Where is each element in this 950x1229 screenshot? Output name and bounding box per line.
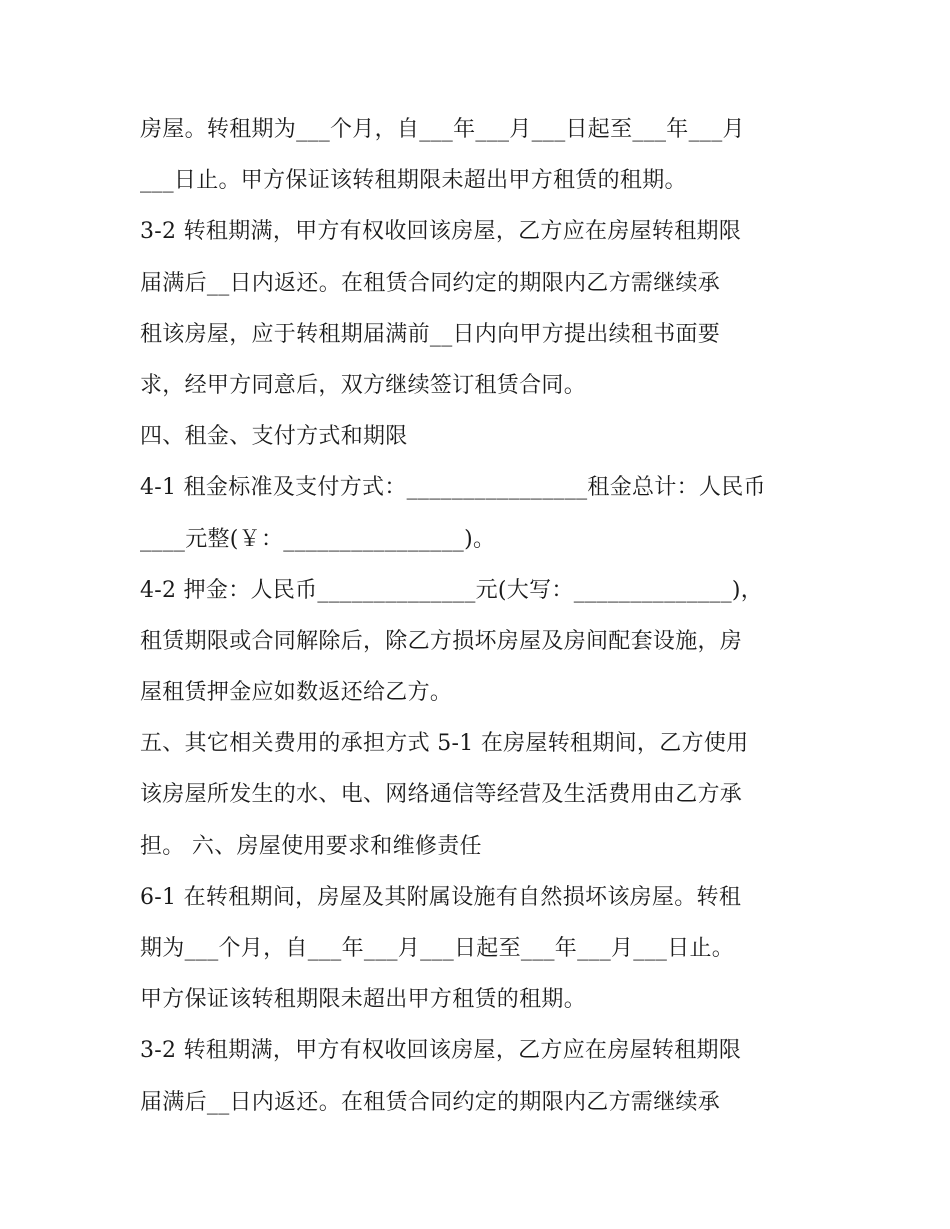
section-heading: 四、租金、支付方式和期限	[140, 424, 408, 450]
text-line: 期为___个月，自___年___月___日起至___年___月___日止。	[140, 936, 735, 961]
document-body	[140, 110, 820, 1134]
text-line: 租该房屋，应于转租期届满前__日内向甲方提出续租书面要	[140, 321, 721, 347]
text-line: 6-1 在转租期间，房屋及其附属设施有自然损坏该房屋。转租	[140, 884, 742, 910]
text-line: 屋租赁押金应如数返还给乙方。	[140, 680, 453, 706]
text-line: 3-2 转租期满，甲方有权收回该房屋，乙方应在房屋转租期限	[140, 219, 742, 245]
text-line: 4-1 租金标准及支付方式：________________租金总计：人民币	[140, 475, 766, 501]
text-line: 租赁期限或合同解除后，除乙方损坏房屋及房间配套设施，房	[140, 628, 743, 654]
text-line: 3-2 转租期满，甲方有权收回该房屋，乙方应在房屋转租期限	[140, 1038, 742, 1064]
text-line: 4-2 押金：人民币______________元(大写：______________)，	[140, 577, 764, 603]
text-line: 甲方保证该转租期限未超出甲方租赁的租期。	[140, 987, 587, 1013]
text-line: 房屋。转租期为___个月，自___年___月___日起至___年___月	[140, 117, 745, 142]
text-line: 五、其它相关费用的承担方式 5-1 在房屋转租期间，乙方使用	[140, 731, 749, 757]
text-line: 担。 六、房屋使用要求和维修责任	[140, 833, 482, 859]
text-line: 届满后__日内返还。在租赁合同约定的期限内乙方需继续承	[140, 1089, 721, 1115]
text-line: ____元整(￥：________________)。	[140, 526, 496, 552]
text-line: 届满后__日内返还。在租赁合同约定的期限内乙方需继续承	[140, 270, 721, 296]
text-line: 求，经甲方同意后，双方继续签订租赁合同。	[140, 372, 587, 398]
text-line: 该房屋所发生的水、电、网络通信等经营及生活费用由乙方承	[140, 782, 743, 808]
text-line: ___日止。甲方保证该转租期限未超出甲方租赁的租期。	[140, 168, 687, 194]
